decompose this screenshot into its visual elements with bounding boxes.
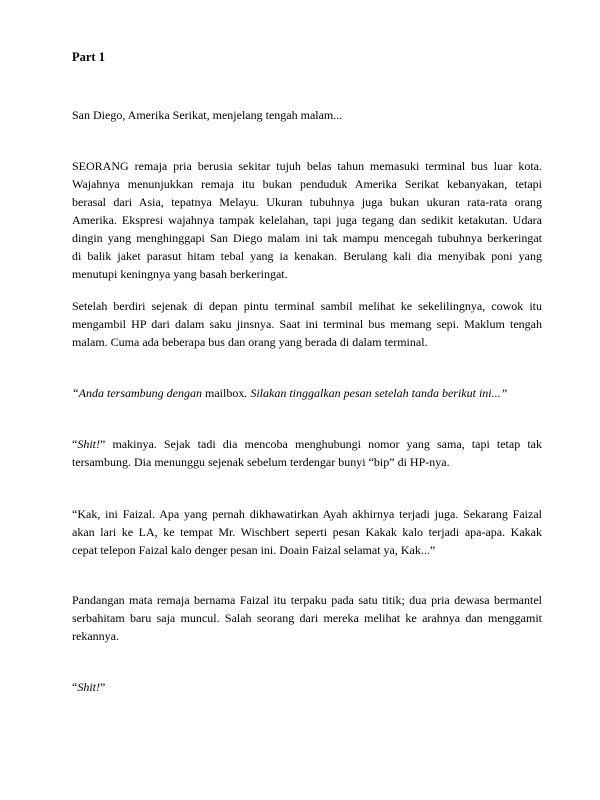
text-line: San Diego, Amerika Serikat, menjelang tengah malam... — [72, 108, 343, 122]
text-line: rekannya. — [72, 629, 119, 643]
quote-rest: ” makinya. Sejak tadi dia mencoba menghubungi nomor yang sama, tapi tetap tak — [100, 437, 542, 451]
voicemail-line — [72, 384, 542, 402]
text-line: cepat telepon Faizal kalo denger pesan ini. Doain Faizal selamat ya, Kak...” — [72, 543, 436, 557]
text-line: berasal dari Asia, tepatnya Melayu. Ukuran tubuhnya juga bukan ukuran rata-rata orang — [72, 195, 542, 209]
paragraph-5 — [72, 505, 542, 559]
text-line: Amerika. Ekspresi wajahnya tampak kelelahan, tapi juga tegang dan sedikit ketakutan. Udara — [72, 213, 542, 227]
paragraph-6 — [72, 591, 542, 645]
voicemail-text-a: “Anda tersambung dengan — [72, 386, 205, 400]
text-line: tersambung. Dia menunggu sejenak sebelum terdengar bunyi “bip” di HP-nya. — [72, 455, 450, 469]
text-line: serbahitam baru saja muncul. Salah seorang dari mereka melihat ke arahnya dan menggamit — [72, 611, 542, 625]
voicemail-text-b: mailbox — [205, 386, 245, 400]
quote-close: ” — [100, 680, 106, 694]
text-line: menutupi keningnya yang basah berkeringat. — [72, 267, 288, 281]
text-line: Setelah berdiri sejenak di depan pintu terminal sambil melihat ke sekelilingnya, cowok itu — [72, 299, 542, 313]
chapter-heading: Part 1 — [72, 50, 105, 64]
text-line: dingin yang menghinggapi San Diego malam ini tak mampu mencegah tubuhnya berkeringat — [72, 231, 542, 245]
text-line: akan lari ke LA, ke tempat Mr. Wischbert seperti pesan Kakak kalo terjadi apa-apa. Kakak — [72, 525, 542, 539]
quote-open: “ — [72, 680, 78, 694]
exclamation: Shit! — [77, 680, 100, 694]
text-line — [72, 435, 542, 453]
text-line: mengambil HP dari dalam saku jinsnya. Saat ini terminal bus memang sepi. Maklum tengah — [72, 317, 542, 331]
quote-open: “ — [72, 437, 78, 451]
paragraph-1 — [72, 157, 542, 283]
text-line: SEORANG remaja pria berusia sekitar tujuh belas tahun memasuki terminal bus luar kota. — [72, 159, 542, 173]
setting-line — [72, 106, 542, 124]
exclamation: Shit! — [77, 437, 100, 451]
text-line: malam. Cuma ada beberapa bus dan orang yang berada di dalam terminal. — [72, 335, 428, 349]
paragraph-2 — [72, 297, 542, 351]
text-line — [72, 678, 542, 696]
text-line: Pandangan mata remaja bernama Faizal itu terpaku pada satu titik; dua pria dewasa bermantel — [72, 593, 542, 607]
paragraph-4 — [72, 435, 542, 471]
text-line: “Kak, ini Faizal. Apa yang pernah dikhawatirkan Ayah akhirnya terjadi juga. Sekarang Faizal — [72, 507, 542, 521]
voicemail-text-c: . Silakan tinggalkan pesan setelah tanda berikut ini...” — [244, 386, 508, 400]
paragraph-7 — [72, 678, 542, 696]
text-line — [72, 384, 542, 402]
text-line: di balik jaket parasut hitam tebal yang ia kenakan. Berulang kali dia menyibak poni yang — [72, 249, 542, 263]
text-line: Wajahnya menunjukkan remaja itu bukan penduduk Amerika Serikat kebanyakan, tetapi — [72, 177, 542, 191]
